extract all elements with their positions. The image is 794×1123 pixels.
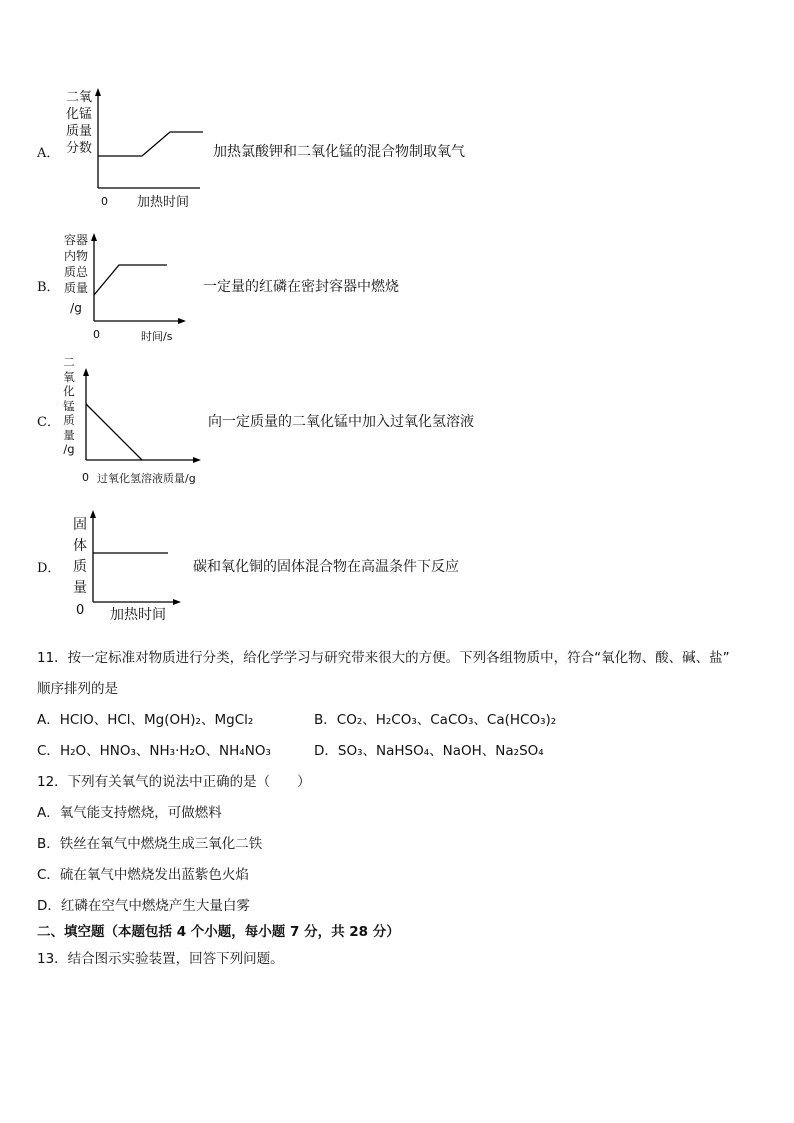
graph-b-plot	[89, 233, 189, 325]
ylabel-line: 质量	[65, 124, 92, 139]
option-letter: B．	[314, 712, 337, 728]
graph-d-ylabel	[70, 515, 90, 599]
graph-b-description: 一定量的红磷在密封容器中燃烧	[203, 279, 399, 295]
graph-c-description: 向一定质量的二氧化锰中加入过氧化氢溶液	[208, 414, 474, 430]
ylabel-line: 固	[73, 517, 87, 533]
graph-b-ylabel	[60, 232, 92, 316]
x-axis-arrow	[178, 318, 186, 324]
x-axis-arrow	[173, 599, 181, 605]
ylabel-line: 量	[63, 427, 75, 442]
option-letter-b: B．	[37, 280, 60, 295]
xlabel: 加热时间	[137, 195, 190, 210]
question-11-option-a[interactable]	[37, 708, 253, 728]
option-letter: A．	[37, 712, 60, 728]
y-axis-arrow	[83, 368, 89, 376]
question-11-stem-line2: 顺序排列的是	[37, 681, 118, 697]
xlabel: 加热时间	[110, 607, 166, 623]
ylabel-line: 质	[73, 559, 87, 575]
y-axis-arrow	[95, 88, 101, 96]
question-12-option-d[interactable]: D．红磷在空气中燃烧产生大量白雾	[37, 898, 250, 914]
graph-c-plot	[81, 368, 211, 464]
origin-label: 0	[93, 328, 100, 341]
ylabel-line: 化	[63, 384, 75, 398]
option-letter-c: C．	[37, 415, 60, 430]
xlabel: 时间/s	[141, 330, 173, 343]
ylabel-line: 锰	[63, 398, 75, 413]
option-text: SO₃、NaHSO₄、NaOH、Na₂SO₄	[337, 743, 544, 759]
question-12-stem: 12．下列有关氧气的说法中正确的是（ ）	[37, 774, 311, 790]
option-letter-d: D．	[37, 561, 61, 576]
x-axis-arrow	[193, 457, 201, 463]
ylabel-line: 二	[63, 355, 75, 369]
ylabel-line: 内物	[63, 249, 88, 263]
ylabel-line: 体	[73, 538, 87, 554]
graph-d-description: 碳和氧化铜的固体混合物在高温条件下反应	[193, 559, 459, 575]
option-text: CO₂、H₂CO₃、CaCO₃、Ca(HCO₃)₂	[336, 712, 557, 728]
ylabel-line: 分数	[65, 141, 92, 156]
ylabel-line: 质量	[63, 281, 88, 295]
y-axis-arrow	[90, 510, 96, 518]
ylabel-line: 质总	[63, 265, 88, 279]
ylabel-line: 容器	[63, 233, 88, 247]
question-11-option-d[interactable]	[314, 739, 544, 759]
question-11-option-c[interactable]	[37, 739, 271, 759]
ylabel-line: 质	[63, 413, 75, 427]
ylabel-line: 量	[73, 580, 87, 596]
ylabel-line: 二氧	[65, 90, 92, 105]
data-curve	[94, 265, 167, 295]
option-letter-a: A．	[37, 146, 60, 161]
y-axis-arrow	[91, 233, 97, 241]
question-13-stem: 13．结合图示实验装置，回答下列问题。	[37, 951, 284, 967]
option-text: H₂O、HNO₃、NH₃·H₂O、NH₄NO₃	[59, 743, 271, 759]
origin-label: 0	[82, 471, 89, 484]
ylabel-line: /g	[70, 301, 82, 315]
option-letter: D．	[314, 743, 338, 759]
origin-label: 0	[76, 603, 85, 618]
option-text: HClO、HCl、Mg(OH)₂、MgCl₂	[59, 712, 254, 728]
ylabel-line: 氧	[63, 369, 75, 384]
question-12-option-b[interactable]: B．铁丝在氧气中燃烧生成三氧化二铁	[37, 836, 263, 852]
xlabel: 过氧化氢溶液质量/g	[97, 472, 196, 485]
question-12-option-a[interactable]: A．氧气能支持燃烧，可做燃料	[37, 805, 222, 821]
data-curve	[86, 404, 142, 460]
graph-a-description: 加热氯酸钾和二氧化锰的混合物制取氧气	[213, 144, 465, 160]
origin-label: 0	[101, 195, 108, 208]
question-11-stem-line1: 11．按一定标准对物质进行分类，给化学学习与研究带来很大的方便。下列各组物质中，符合“氧化物、酸、碱、盐”	[37, 650, 730, 666]
graph-a-plot	[92, 88, 212, 192]
graph-a-ylabel	[62, 89, 96, 157]
graph-c-ylabel	[60, 355, 78, 457]
ylabel-line: 化锰	[65, 107, 92, 122]
question-12-option-c[interactable]: C．硫在氧气中燃烧发出蓝紫色火焰	[37, 867, 249, 883]
option-letter: C．	[37, 743, 60, 759]
data-curve	[98, 132, 203, 156]
graph-d-plot	[88, 510, 188, 606]
ylabel-line: /g	[63, 442, 75, 456]
section-2-title: 二、填空题（本题包括 4 个小题，每小题 7 分，共 28 分）	[37, 924, 400, 940]
question-11-option-b[interactable]	[314, 708, 556, 728]
